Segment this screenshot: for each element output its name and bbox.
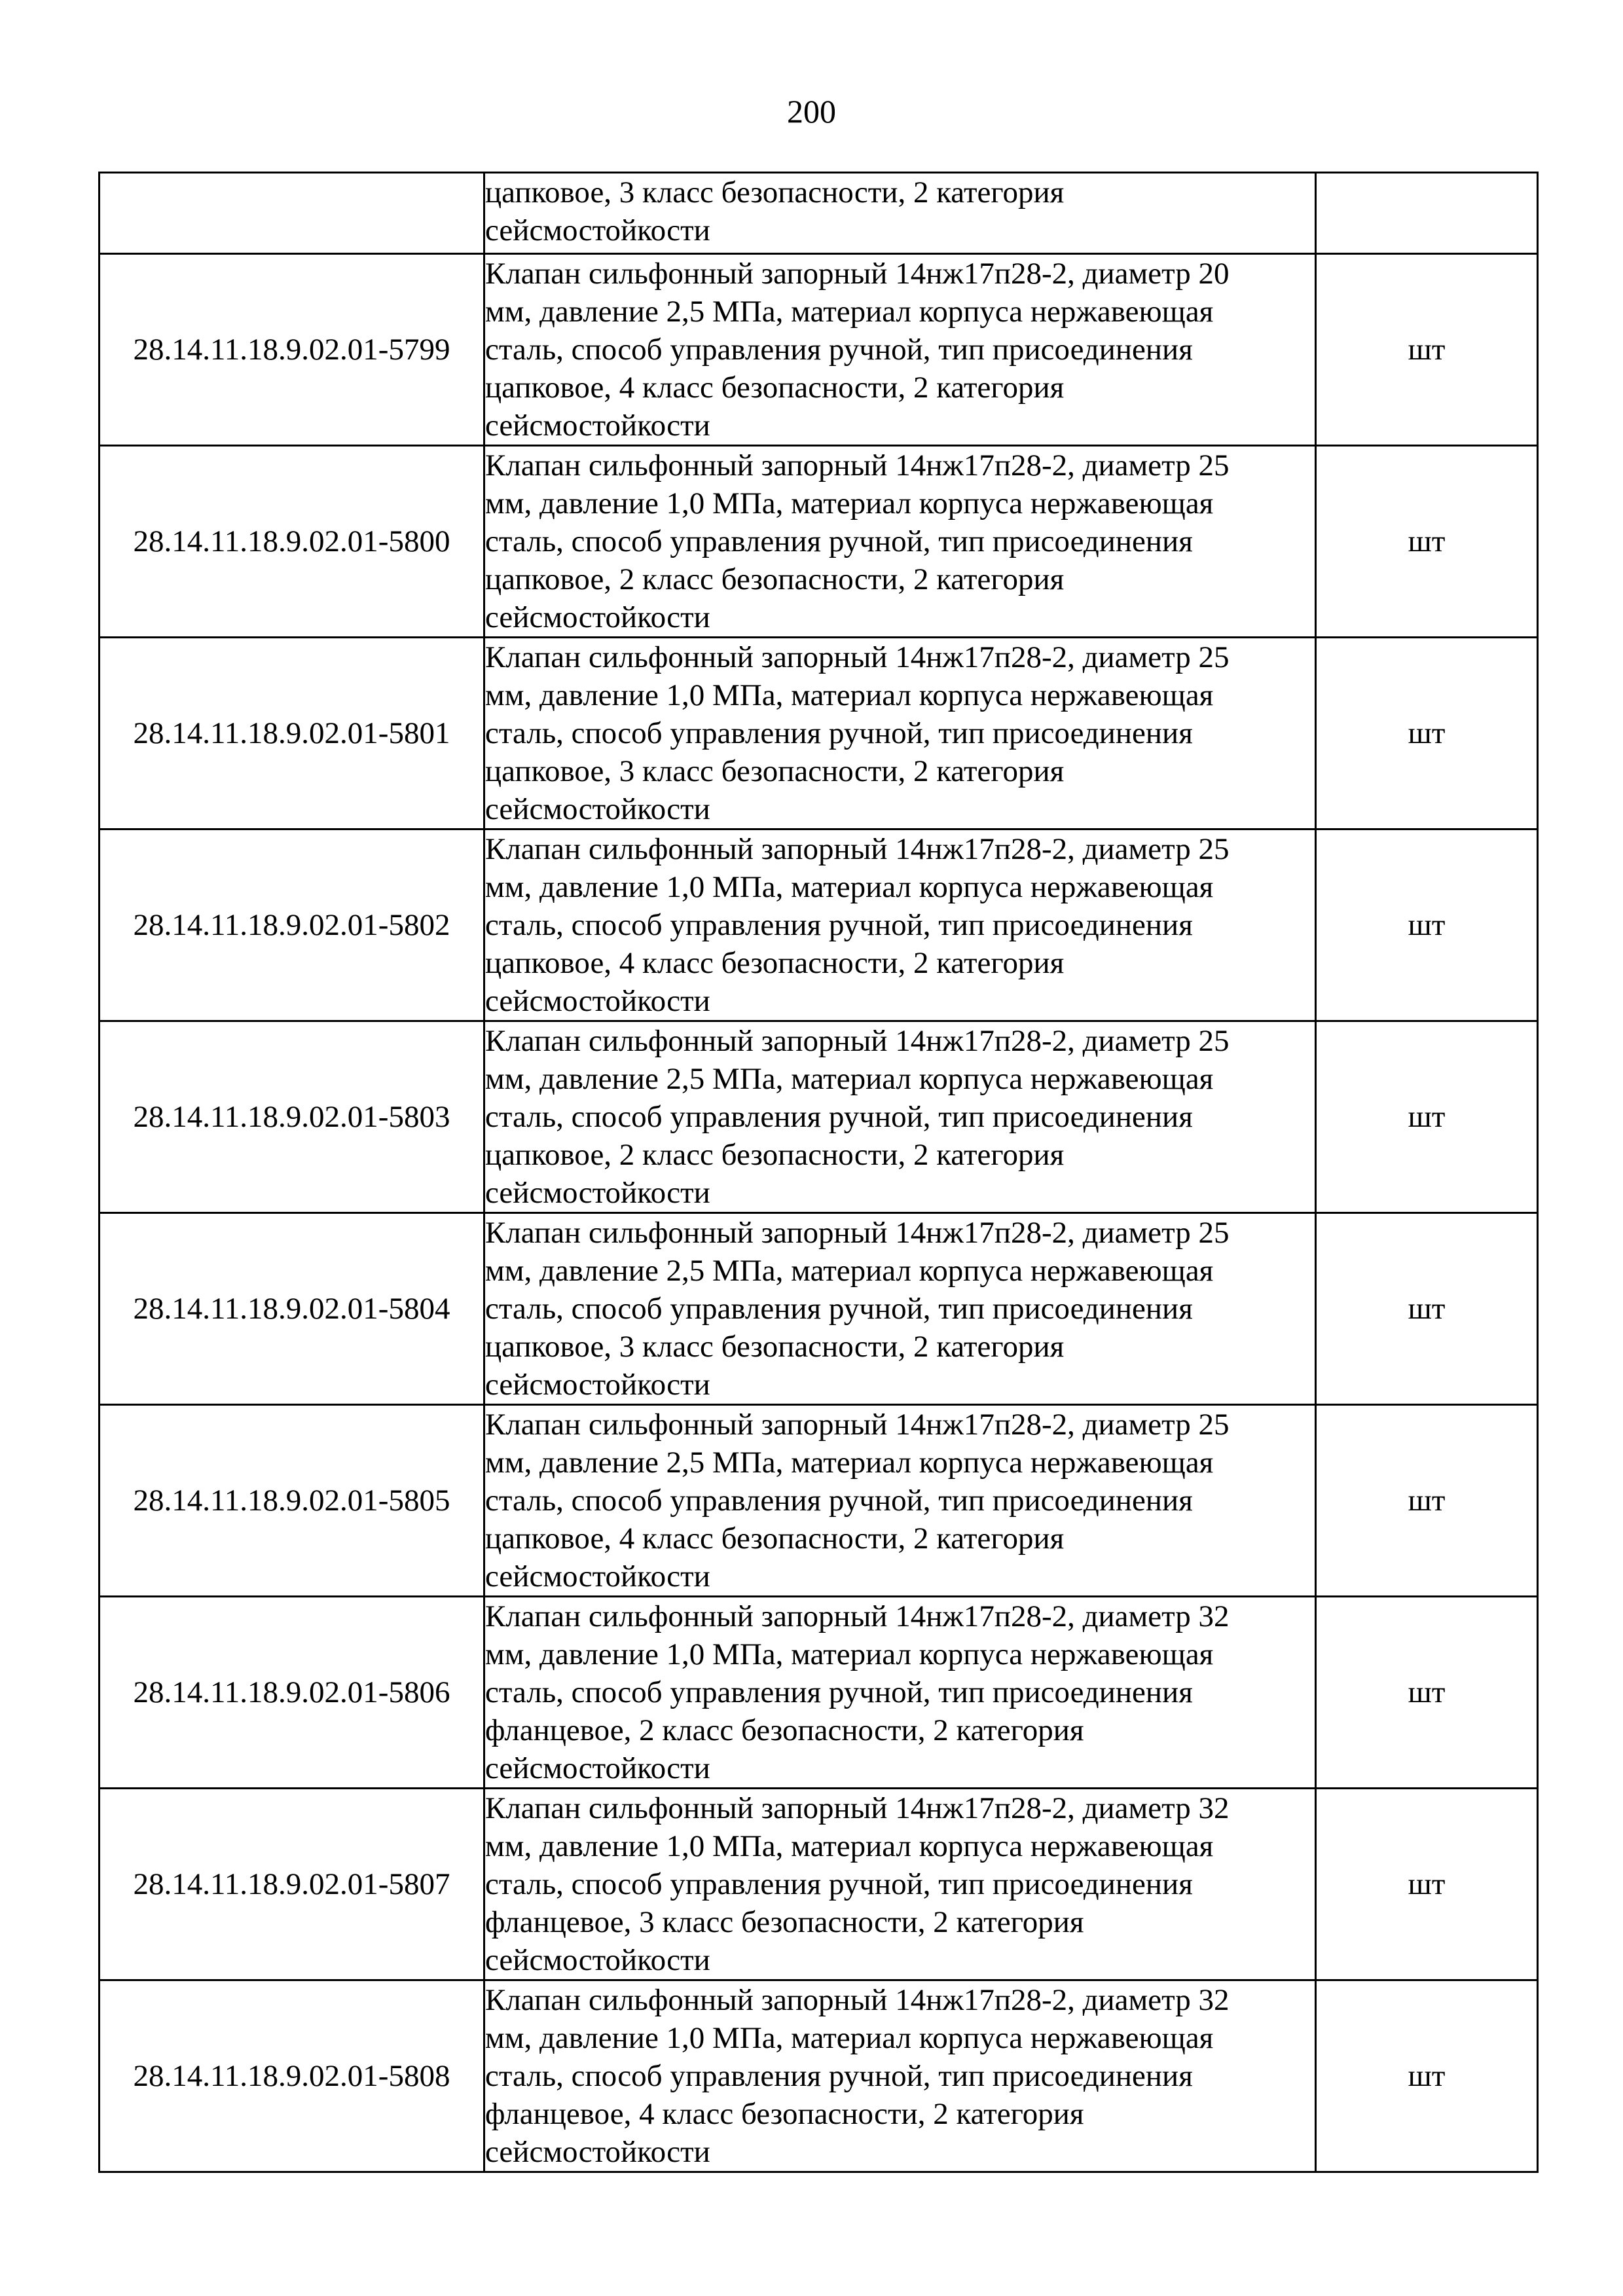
table-cell-description: Клапан сильфонный запорный 14нж17п28-2, диаметр 25 мм, давление 1,0 МПа, материал корпуса нержавеющая сталь, способ управления ручной, тип присоединения цапковое, 2 класс безопасности, 2 категория сейсмостойкости xyxy=(484,446,1316,638)
table-cell-description: Клапан сильфонный запорный 14нж17п28-2, диаметр 25 мм, давление 2,5 МПа, материал корпуса нержавеющая сталь, способ управления ручной, тип присоединения цапковое, 3 класс безопасности, 2 категория сейсмостойкости xyxy=(484,1213,1316,1405)
table-cell-code: 28.14.11.18.9.02.01-5799 xyxy=(100,254,484,446)
table-row-continuation xyxy=(100,173,1538,254)
table-cell-description: цапковое, 3 класс безопасности, 2 категория сейсмостойкости xyxy=(484,173,1316,254)
table-cell-unit: шт xyxy=(1316,829,1538,1021)
table-cell-description: Клапан сильфонный запорный 14нж17п28-2, диаметр 32 мм, давление 1,0 МПа, материал корпуса нержавеющая сталь, способ управления ручной, тип присоединения фланцевое, 4 класс безопасности, 2 категория сейсмостойкости xyxy=(484,1980,1316,2172)
table-cell-description: Клапан сильфонный запорный 14нж17п28-2, диаметр 25 мм, давление 1,0 МПа, материал корпуса нержавеющая сталь, способ управления ручной, тип присоединения цапковое, 4 класс безопасности, 2 категория сейсмостойкости xyxy=(484,829,1316,1021)
table-row xyxy=(100,829,1538,1021)
table-cell-unit: шт xyxy=(1316,638,1538,829)
table-cell-code: 28.14.11.18.9.02.01-5806 xyxy=(100,1597,484,1789)
table-cell-unit: шт xyxy=(1316,1405,1538,1597)
table-cell-description: Клапан сильфонный запорный 14нж17п28-2, диаметр 25 мм, давление 1,0 МПа, материал корпуса нержавеющая сталь, способ управления ручной, тип присоединения цапковое, 3 класс безопасности, 2 категория сейсмостойкости xyxy=(484,638,1316,829)
table-cell-unit: шт xyxy=(1316,1213,1538,1405)
table-row xyxy=(100,1021,1538,1213)
table-cell-code xyxy=(100,173,484,254)
table-cell-code: 28.14.11.18.9.02.01-5804 xyxy=(100,1213,484,1405)
table-cell-code: 28.14.11.18.9.02.01-5803 xyxy=(100,1021,484,1213)
table-cell-description: Клапан сильфонный запорный 14нж17п28-2, диаметр 25 мм, давление 2,5 МПа, материал корпуса нержавеющая сталь, способ управления ручной, тип присоединения цапковое, 4 класс безопасности, 2 категория сейсмостойкости xyxy=(484,1405,1316,1597)
table-cell-code: 28.14.11.18.9.02.01-5808 xyxy=(100,1980,484,2172)
table-cell-description: Клапан сильфонный запорный 14нж17п28-2, диаметр 32 мм, давление 1,0 МПа, материал корпуса нержавеющая сталь, способ управления ручной, тип присоединения фланцевое, 3 класс безопасности, 2 категория сейсмостойкости xyxy=(484,1789,1316,1980)
table-cell-code: 28.14.11.18.9.02.01-5805 xyxy=(100,1405,484,1597)
table-cell-unit: шт xyxy=(1316,1021,1538,1213)
page-number: 200 xyxy=(787,93,836,130)
table-cell-unit: шт xyxy=(1316,446,1538,638)
table-row xyxy=(100,1597,1538,1789)
price-table xyxy=(98,172,1539,2173)
table-cell-unit: шт xyxy=(1316,1597,1538,1789)
table-cell-unit: шт xyxy=(1316,254,1538,446)
table-cell-unit: шт xyxy=(1316,1980,1538,2172)
table-row xyxy=(100,1789,1538,1980)
table-row xyxy=(100,1405,1538,1597)
table-cell-code: 28.14.11.18.9.02.01-5802 xyxy=(100,829,484,1021)
table-cell-description: Клапан сильфонный запорный 14нж17п28-2, диаметр 20 мм, давление 2,5 МПа, материал корпуса нержавеющая сталь, способ управления ручной, тип присоединения цапковое, 4 класс безопасности, 2 категория сейсмостойкости xyxy=(484,254,1316,446)
table-cell-code: 28.14.11.18.9.02.01-5800 xyxy=(100,446,484,638)
table-row xyxy=(100,254,1538,446)
table-cell-unit: шт xyxy=(1316,1789,1538,1980)
table-cell-unit xyxy=(1316,173,1538,254)
table-cell-code: 28.14.11.18.9.02.01-5807 xyxy=(100,1789,484,1980)
table-row xyxy=(100,1980,1538,2172)
table-row xyxy=(100,638,1538,829)
table-cell-code: 28.14.11.18.9.02.01-5801 xyxy=(100,638,484,829)
table-cell-description: Клапан сильфонный запорный 14нж17п28-2, диаметр 32 мм, давление 1,0 МПа, материал корпуса нержавеющая сталь, способ управления ручной, тип присоединения фланцевое, 2 класс безопасности, 2 категория сейсмостойкости xyxy=(484,1597,1316,1789)
table-row xyxy=(100,1213,1538,1405)
table-row xyxy=(100,446,1538,638)
table-cell-description: Клапан сильфонный запорный 14нж17п28-2, диаметр 25 мм, давление 2,5 МПа, материал корпуса нержавеющая сталь, способ управления ручной, тип присоединения цапковое, 2 класс безопасности, 2 категория сейсмостойкости xyxy=(484,1021,1316,1213)
